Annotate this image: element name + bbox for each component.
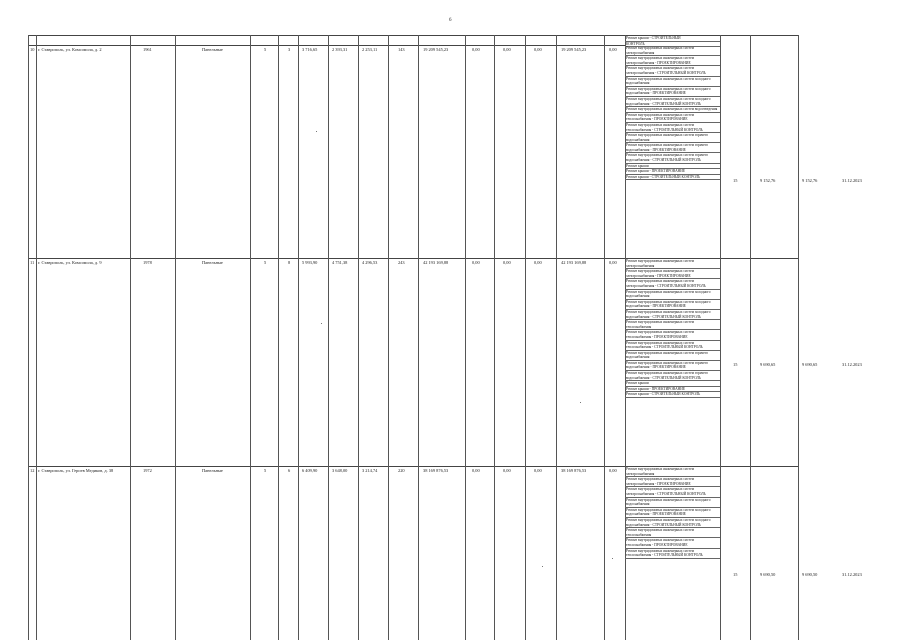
- work-item: Ремонт внутридомовых инженерных систем электроснабжения - ПРОЕКТИРОВАНИЕ: [625, 477, 720, 487]
- cost-total: 42 193 169,88: [423, 260, 449, 265]
- cost-col-3: 0,00: [534, 468, 542, 473]
- wall-material: Панельные: [202, 47, 223, 52]
- work-item: Ремонт внутридомовых инженерных систем теплоснабжения - СТРОИТЕЛЬНЫЙ КОНТРОЛЬ: [625, 341, 720, 351]
- cost-col-5: 0,00: [609, 47, 617, 52]
- work-item: Ремонт крыши: [625, 381, 720, 387]
- cost-col-4: 19 209 545,23: [561, 47, 587, 52]
- floors: 5: [264, 468, 267, 473]
- works-list: [625, 46, 720, 180]
- completion-date: 31.12.2023: [842, 572, 862, 577]
- work-item: Ремонт внутридомовых инженерных систем холодного водоснабжения: [625, 290, 720, 300]
- work-item: Ремонт крыши: [625, 164, 720, 170]
- price-1: 9 690,50: [760, 572, 776, 577]
- work-item: Ремонт внутридомовых инженерных систем теплоснабжения - СТРОИТЕЛЬНЫЙ КОНТРОЛЬ: [625, 549, 720, 559]
- year: 1961: [143, 47, 152, 52]
- cost-col-1: 0,00: [472, 260, 480, 265]
- year: 1978: [143, 260, 152, 265]
- area-total: 5 993,90: [302, 260, 318, 265]
- area-other: 4 296,53: [362, 260, 378, 265]
- cost-col-1: 0,00: [472, 47, 480, 52]
- work-item: Ремонт внутридомовых инженерных систем водоотведения: [625, 107, 720, 113]
- work-item: Ремонт внутридомовых инженерных систем теплоснабжения: [625, 320, 720, 330]
- work-item: Ремонт крыши - ПРОЕКТИРОВАНИЕ: [625, 169, 720, 175]
- works-list: [625, 467, 720, 559]
- page-number: 6: [449, 18, 452, 23]
- address: г. Ставрополь, ул. Комсомола, д. 9: [38, 260, 102, 265]
- work-item: Ремонт внутридомовых инженерных систем холодного водоснабжения - ПРОЕКТИРОВАНИЕ: [625, 87, 720, 97]
- term: 15: [733, 362, 738, 367]
- work-item: Ремонт крыши - СТРОИТЕЛЬНЫЙ КОНТРОЛЬ: [625, 175, 720, 181]
- completion-date: 31.12.2023: [842, 178, 862, 183]
- work-item: Ремонт внутридомовых инженерных систем электроснабжения - ПРОЕКТИРОВАНИЕ: [625, 269, 720, 279]
- area-living: 4 751,38: [332, 260, 348, 265]
- works-list: [625, 259, 720, 398]
- work-item: Ремонт внутридомовых инженерных систем холодного водоснабжения - СТРОИТЕЛЬНЫЙ КОНТРОЛЬ: [625, 518, 720, 528]
- work-item: Ремонт внутридомовых инженерных систем теплоснабжения: [625, 528, 720, 538]
- cost-col-3: 0,00: [534, 47, 542, 52]
- cost-col-4: 38 169 876,53: [561, 468, 587, 473]
- completion-date: 31.12.2023: [842, 362, 862, 367]
- floors: 5: [264, 47, 267, 52]
- entrances: 3: [288, 47, 291, 52]
- work-item: Ремонт внутридомовых инженерных систем горячего водоснабжения - СТРОИТЕЛЬНЫЙ КОНТРОЛЬ: [625, 371, 720, 381]
- work-item: Ремонт внутридомовых инженерных систем холодного водоснабжения - СТРОИТЕЛЬНЫЙ КОНТРОЛЬ: [625, 310, 720, 320]
- work-item: Ремонт внутридомовых инженерных систем теплоснабжения - ПРОЕКТИРОВАНИЕ: [625, 330, 720, 340]
- area-living: 2 393,31: [332, 47, 348, 52]
- work-item: Ремонт внутридомовых инженерных систем горячего водоснабжения - ПРОЕКТИРОВАНИЕ: [625, 143, 720, 153]
- work-item: Ремонт внутридомовых инженерных систем холодного водоснабжения - ПРОЕКТИРОВАНИЕ: [625, 300, 720, 310]
- area-other: 2 253,11: [362, 47, 378, 52]
- cost-col-4: 42 193 169,88: [561, 260, 587, 265]
- cost-col-2: 0,00: [503, 47, 511, 52]
- work-item: Ремонт внутридомовых инженерных систем электроснабжения: [625, 467, 720, 477]
- price-2: 9 690,50: [802, 572, 818, 577]
- row-number: 11: [30, 260, 35, 265]
- wall-material: Панельные: [202, 468, 223, 473]
- wall-material: Панельные: [202, 260, 223, 265]
- work-item: Ремонт внутридомовых инженерных систем электроснабжения - СТРОИТЕЛЬНЫЙ КОНТРОЛЬ: [625, 66, 720, 76]
- residents: 243: [398, 260, 405, 265]
- price-2: 9 152,76: [802, 178, 818, 183]
- work-item: Ремонт крыши - СТРОИТЕЛЬНЫЙ КОНТРОЛЬ: [625, 392, 720, 398]
- work-item: Ремонт внутридомовых инженерных систем холодного водоснабжения: [625, 77, 720, 87]
- area-total: 3 716,65: [302, 47, 318, 52]
- cost-col-2: 0,00: [503, 260, 511, 265]
- term: 15: [733, 178, 738, 183]
- work-item: Ремонт внутридомовых инженерных систем холодного водоснабжения - ПРОЕКТИРОВАНИЕ: [625, 508, 720, 518]
- work-item: Ремонт внутридомовых инженерных систем электроснабжения - ПРОЕКТИРОВАНИЕ: [625, 56, 720, 66]
- row-number: 10: [30, 47, 35, 52]
- entrances: 8: [288, 260, 291, 265]
- work-item: Ремонт внутридомовых инженерных систем теплоснабжения - ПРОЕКТИРОВАНИЕ: [625, 538, 720, 548]
- price-1: 9 690,65: [760, 362, 776, 367]
- work-item: Ремонт внутридомовых инженерных систем теплоснабжения - ПРОЕКТИРОВАНИЕ: [625, 113, 720, 123]
- residents: 143: [398, 47, 405, 52]
- work-item: Ремонт внутридомовых инженерных систем холодного водоснабжения: [625, 498, 720, 508]
- price-1: 9 152,76: [760, 178, 776, 183]
- cost-total: 19 209 545,23: [423, 47, 449, 52]
- work-item: КОНТРОЛЬ: [625, 42, 720, 48]
- entrances: 6: [288, 468, 291, 473]
- work-item: Ремонт внутридомовых инженерных систем горячего водоснабжения - СТРОИТЕЛЬНЫЙ КОНТРОЛЬ: [625, 153, 720, 163]
- cost-col-1: 0,00: [472, 468, 480, 473]
- work-item: Ремонт внутридомовых инженерных систем горячего водоснабжения: [625, 133, 720, 143]
- work-item: Ремонт внутридомовых инженерных систем теплоснабжения - СТРОИТЕЛЬНЫЙ КОНТРОЛЬ: [625, 123, 720, 133]
- work-item: Ремонт внутридомовых инженерных систем горячего водоснабжения - ПРОЕКТИРОВАНИЕ: [625, 361, 720, 371]
- row-number: 12: [30, 468, 35, 473]
- area-other: 3 214,74: [362, 468, 378, 473]
- floors: 5: [264, 260, 267, 265]
- residents: 220: [398, 468, 405, 473]
- cost-col-5: 0,00: [609, 260, 617, 265]
- work-item: Ремонт внутридомовых инженерных систем холодного водоснабжения - СТРОИТЕЛЬНЫЙ КОНТРОЛЬ: [625, 97, 720, 107]
- cost-col-2: 0,00: [503, 468, 511, 473]
- work-item: Ремонт внутридомовых инженерных систем электроснабжения - СТРОИТЕЛЬНЫЙ КОНТРОЛЬ: [625, 279, 720, 289]
- work-item: Ремонт внутридомовых инженерных систем электроснабжения: [625, 259, 720, 269]
- work-item: Ремонт внутридомовых инженерных систем электроснабжения: [625, 46, 720, 56]
- area-total: 6 409,90: [302, 468, 318, 473]
- work-item: Ремонт крыши - СТРОИТЕЛЬНЫЙ: [625, 36, 720, 42]
- year: 1972: [143, 468, 152, 473]
- cost-total: 38 169 876,53: [423, 468, 449, 473]
- cost-col-3: 0,00: [534, 260, 542, 265]
- address: г. Ставрополь, ул. Героев Медиков, д. 38: [38, 468, 114, 473]
- work-item: Ремонт внутридомовых инженерных систем горячего водоснабжения: [625, 351, 720, 361]
- price-2: 9 690,65: [802, 362, 818, 367]
- cost-col-5: 0,00: [609, 468, 617, 473]
- area-living: 3 648,00: [332, 468, 348, 473]
- term: 15: [733, 572, 738, 577]
- work-item: Ремонт крыши - ПРОЕКТИРОВАНИЕ: [625, 387, 720, 393]
- address: г. Ставрополь, ул. Комсомола, д. 2: [38, 47, 102, 52]
- work-item: Ремонт внутридомовых инженерных систем электроснабжения - СТРОИТЕЛЬНЫЙ КОНТРОЛЬ: [625, 487, 720, 497]
